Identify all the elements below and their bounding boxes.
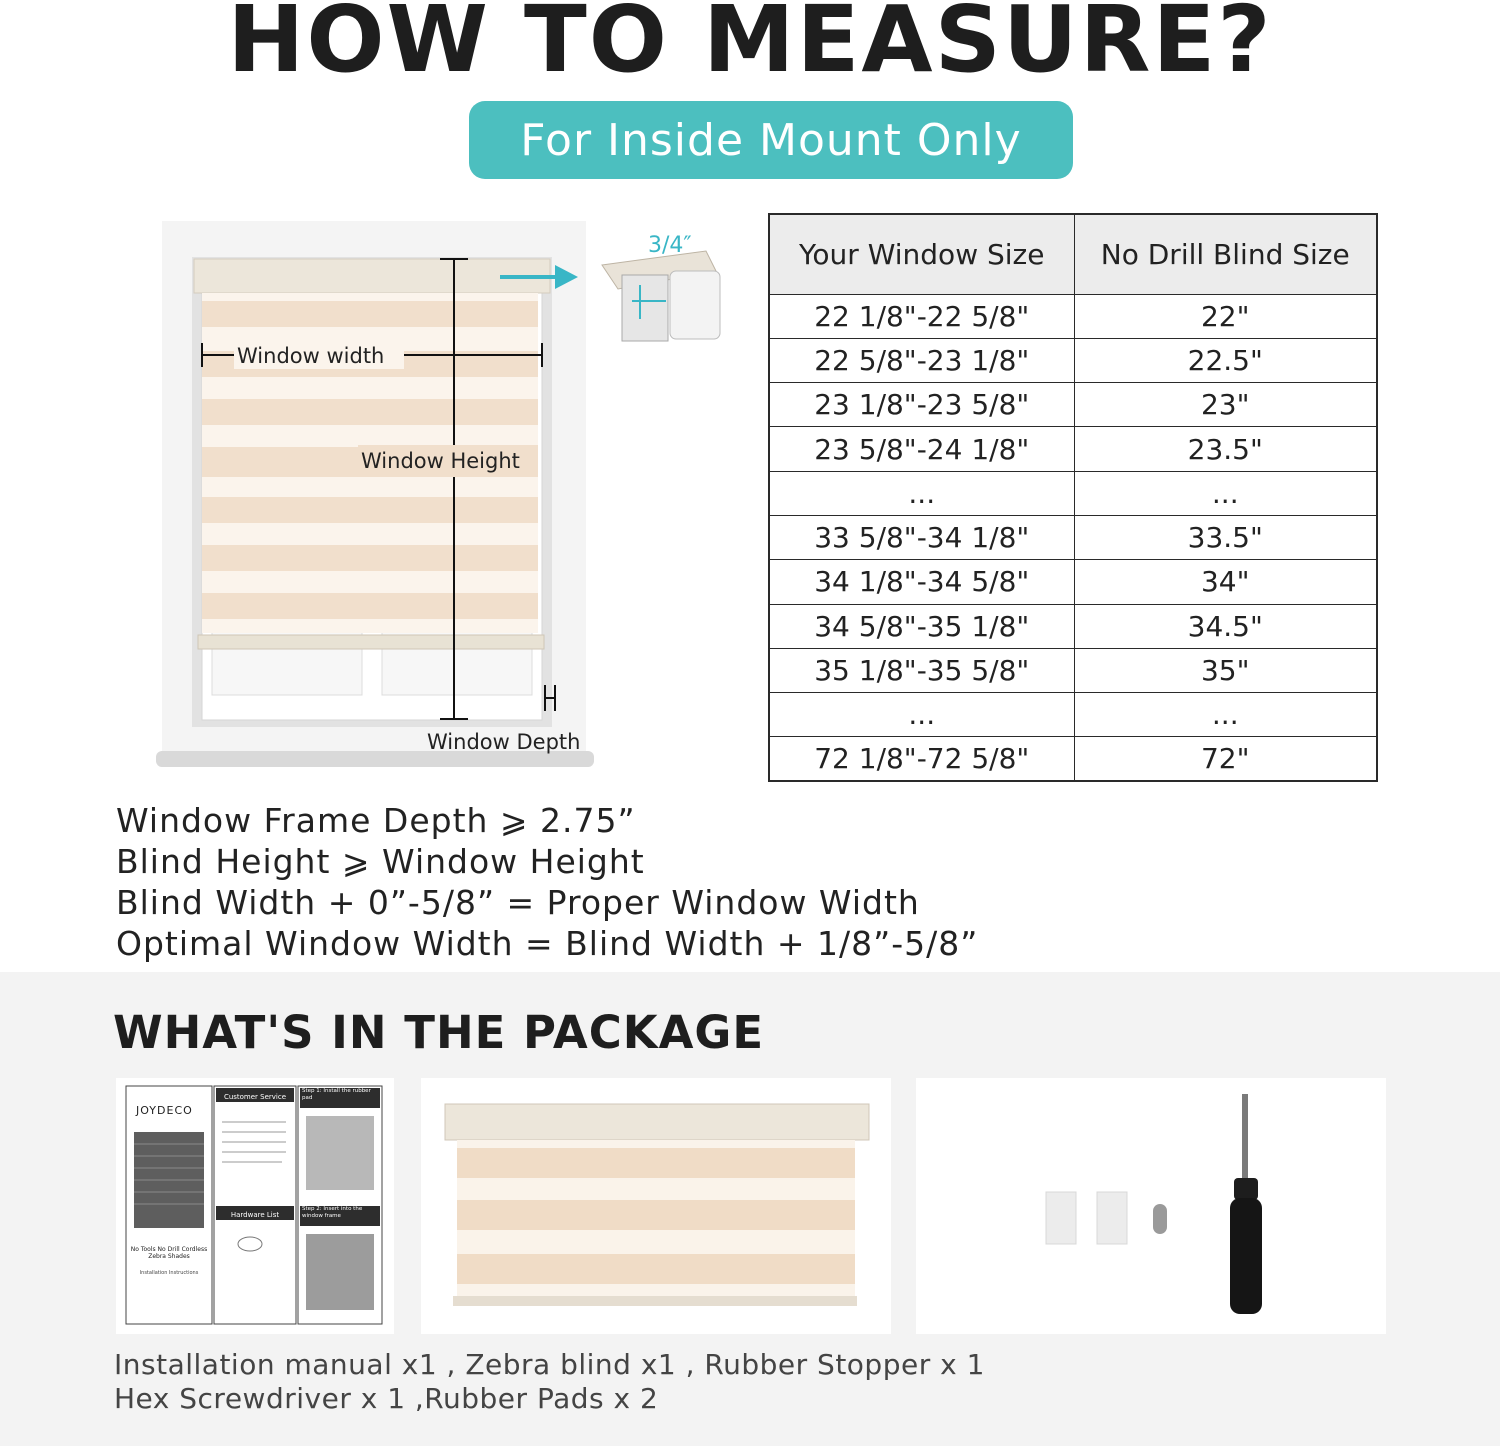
manual-cover-title: No Tools No Drill Cordless Zebra Shades bbox=[130, 1246, 208, 1260]
blind-size-cell: 23.5" bbox=[1074, 427, 1377, 471]
blind-size-cell: 33.5" bbox=[1074, 515, 1377, 559]
blind-size-cell: ... bbox=[1074, 471, 1377, 515]
table-row bbox=[769, 338, 1377, 382]
rule-blind-height: Blind Height ⩾ Window Height bbox=[116, 842, 645, 881]
table-row bbox=[769, 471, 1377, 515]
rule-frame-depth: Window Frame Depth ⩾ 2.75” bbox=[116, 801, 636, 840]
rubber-pad bbox=[1046, 1192, 1076, 1244]
hardware-tools-image bbox=[916, 1078, 1386, 1334]
column-header-blind-size: No Drill Blind Size bbox=[1074, 214, 1377, 294]
rule-optimal-width: Optimal Window Width = Blind Width + 1/8”-5/8” bbox=[116, 924, 979, 963]
blind-size-cell: 34.5" bbox=[1074, 604, 1377, 648]
manual-brand: JOYDECO bbox=[136, 1104, 193, 1117]
package-title: WHAT'S IN THE PACKAGE bbox=[113, 1006, 765, 1059]
manual-hardware-list: Hardware List bbox=[230, 1211, 280, 1219]
blind-size-cell: 23" bbox=[1074, 383, 1377, 427]
measurement-rules bbox=[116, 800, 978, 964]
table-row bbox=[769, 383, 1377, 427]
window-width-label: Window width bbox=[237, 344, 385, 368]
bracket-detail bbox=[598, 233, 742, 357]
blind-size-cell: 22" bbox=[1074, 294, 1377, 338]
window-size-cell: 22 1/8"-22 5/8" bbox=[769, 294, 1074, 338]
window-size-cell: 34 1/8"-34 5/8" bbox=[769, 560, 1074, 604]
window-size-cell: 23 5/8"-24 1/8" bbox=[769, 427, 1074, 471]
table-row bbox=[769, 560, 1377, 604]
size-table bbox=[768, 213, 1378, 782]
window-size-cell: 22 5/8"-23 1/8" bbox=[769, 338, 1074, 382]
manual-step2: Step 2: Insert into the window frame bbox=[302, 1206, 363, 1219]
blind-size-cell: 72" bbox=[1074, 737, 1377, 781]
table-row bbox=[769, 648, 1377, 692]
table-row bbox=[769, 515, 1377, 559]
window-size-cell: 72 1/8"-72 5/8" bbox=[769, 737, 1074, 781]
window-size-cell: 33 5/8"-34 1/8" bbox=[769, 515, 1074, 559]
window-height-label: Window Height bbox=[361, 449, 520, 473]
package-contents-caption bbox=[114, 1348, 985, 1416]
hex-screwdriver bbox=[1230, 1094, 1262, 1314]
rubber-stopper bbox=[1153, 1204, 1167, 1234]
hardware-drawing bbox=[916, 1078, 1386, 1334]
table-row bbox=[769, 737, 1377, 781]
table-row bbox=[769, 427, 1377, 471]
caption-line-1: Installation manual x1 , Zebra blind x1 , Rubber Stopper x 1 bbox=[114, 1348, 985, 1381]
window-size-cell: 23 1/8"-23 5/8" bbox=[769, 383, 1074, 427]
window-measure-illustration bbox=[150, 215, 750, 775]
table-header-row bbox=[769, 214, 1377, 294]
caption-line-2: Hex Screwdriver x 1 ,Rubber Pads x 2 bbox=[114, 1382, 659, 1415]
table-row bbox=[769, 294, 1377, 338]
bracket-depth-label: 3/4″ bbox=[648, 233, 692, 258]
window-size-cell: 35 1/8"-35 5/8" bbox=[769, 648, 1074, 692]
manual-step1: Step 1: Install the rubber pad bbox=[302, 1088, 371, 1101]
column-header-window-size: Your Window Size bbox=[769, 214, 1074, 294]
table-row bbox=[769, 604, 1377, 648]
blind-size-cell: 34" bbox=[1074, 560, 1377, 604]
manual-customer-service: Customer Service bbox=[223, 1093, 287, 1101]
window-size-cell: ... bbox=[769, 471, 1074, 515]
page-title: HOW TO MEASURE? bbox=[227, 0, 1273, 93]
blind-size-cell: 35" bbox=[1074, 648, 1377, 692]
window-depth-label: Window Depth bbox=[427, 730, 581, 754]
table-row bbox=[769, 693, 1377, 737]
rubber-pad bbox=[1097, 1192, 1127, 1244]
window-size-cell: ... bbox=[769, 693, 1074, 737]
mount-type-badge: For Inside Mount Only bbox=[469, 101, 1073, 179]
rule-proper-width: Blind Width + 0”-5/8” = Proper Window Width bbox=[116, 883, 920, 922]
window-size-cell: 34 5/8"-35 1/8" bbox=[769, 604, 1074, 648]
blind-size-cell: 22.5" bbox=[1074, 338, 1377, 382]
zebra-blind-image bbox=[421, 1078, 891, 1334]
blind-size-cell: ... bbox=[1074, 693, 1377, 737]
manual-cover-sub: Installation Instructions bbox=[139, 1270, 199, 1276]
zebra-blind-drawing bbox=[421, 1078, 891, 1334]
installation-manual-image bbox=[116, 1078, 394, 1334]
manual-drawing bbox=[116, 1078, 394, 1334]
